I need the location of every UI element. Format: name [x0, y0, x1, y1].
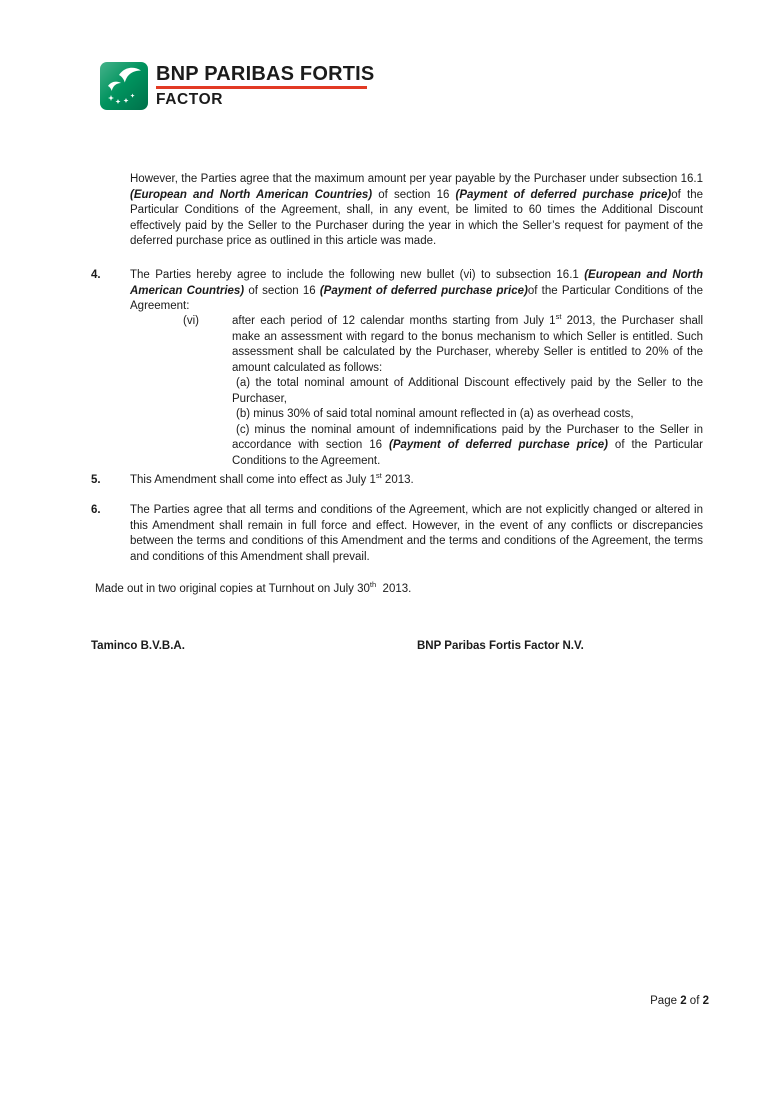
sub-bullet-label: (vi) — [183, 315, 199, 327]
brand-name: BNP PARIBAS FORTIS — [156, 63, 375, 85]
brand-underline-rule — [156, 86, 367, 89]
page-number — [650, 994, 709, 1010]
item-body: The Parties agree that all terms and conditions of the Agreement, which are not explicitly changed or altered in this Amendment shall remain in full force and effect. However, in the event of any conflicts or discrepancies between the terms and conditions of this Amendment and the terms and conditions of the Agreement, the terms and conditions of this Amendment shall prevail. — [130, 504, 703, 563]
made-out-line: Made out in two original copies at Turnhout on July 30th 2013. — [95, 580, 412, 595]
sub-bullet-vi — [183, 314, 703, 469]
numbered-item-5 — [91, 473, 703, 489]
sub-bullet-line-c: (c) minus the nominal amount of indemnifications paid by the Purchaser to the Seller in accordance with section 16 (Payment of deferred purchase price) of the Particular Conditions to the Agreement. — [232, 423, 703, 467]
sub-bullet-intro: after each period of 12 calendar months starting from July 1st 2013, the Purchaser shall make an assessment with regard to the bonus mechanism to which Seller is entitled. Such assessment shall be calculated by the Purchaser, whereby Seller is entitled to 20% of the amount calculated as follows: — [232, 312, 704, 374]
of-label: of — [689, 995, 700, 1007]
page-current: 2 — [680, 995, 687, 1007]
numbered-item-4 — [91, 268, 703, 315]
signature-party-purchaser: BNP Paribas Fortis Factor N.V. — [417, 640, 584, 652]
sub-bullet-line-a: (a) the total nominal amount of Additional Discount effectively paid by the Seller to the Purchaser, — [232, 377, 703, 405]
item-number: 5. — [91, 474, 101, 486]
signature-party-seller: Taminco B.V.B.A. — [91, 640, 185, 652]
page-total: 2 — [702, 995, 709, 1007]
page-label: Page — [650, 995, 677, 1007]
numbered-item-6 — [91, 503, 703, 565]
item-body: The Parties hereby agree to include the following new bullet (vi) to subsection 16.1 (European and North American Countries) of section 16 (Payment of deferred purchase price)of the Particular Conditions of the Agreement: — [130, 269, 703, 312]
intro-paragraph: However, the Parties agree that the maximum amount per year payable by the Purchaser under subsection 16.1 (European and North American Countries) of section 16 (Payment of deferred purchase price)of the Particular Conditions of the Agreement, shall, in any event, be limited to 60 times the Additional Discount effectively paid by the Seller to the Purchaser during the year in which the Seller’s request for payment of the deferred purchase price as outlined in this article was made. — [130, 173, 703, 247]
brand-subtitle: FACTOR — [156, 91, 224, 108]
sub-bullet-line-b: (b) minus 30% of said total nominal amount reflected in (a) as overhead costs, — [236, 408, 634, 420]
item-body: This Amendment shall come into effect as July 1st 2013. — [130, 471, 414, 486]
item-number: 6. — [91, 504, 101, 516]
item-number: 4. — [91, 269, 101, 281]
logo-text — [156, 62, 374, 110]
bnp-birds-icon — [100, 62, 148, 110]
bnp-paribas-fortis-logo — [100, 62, 374, 110]
